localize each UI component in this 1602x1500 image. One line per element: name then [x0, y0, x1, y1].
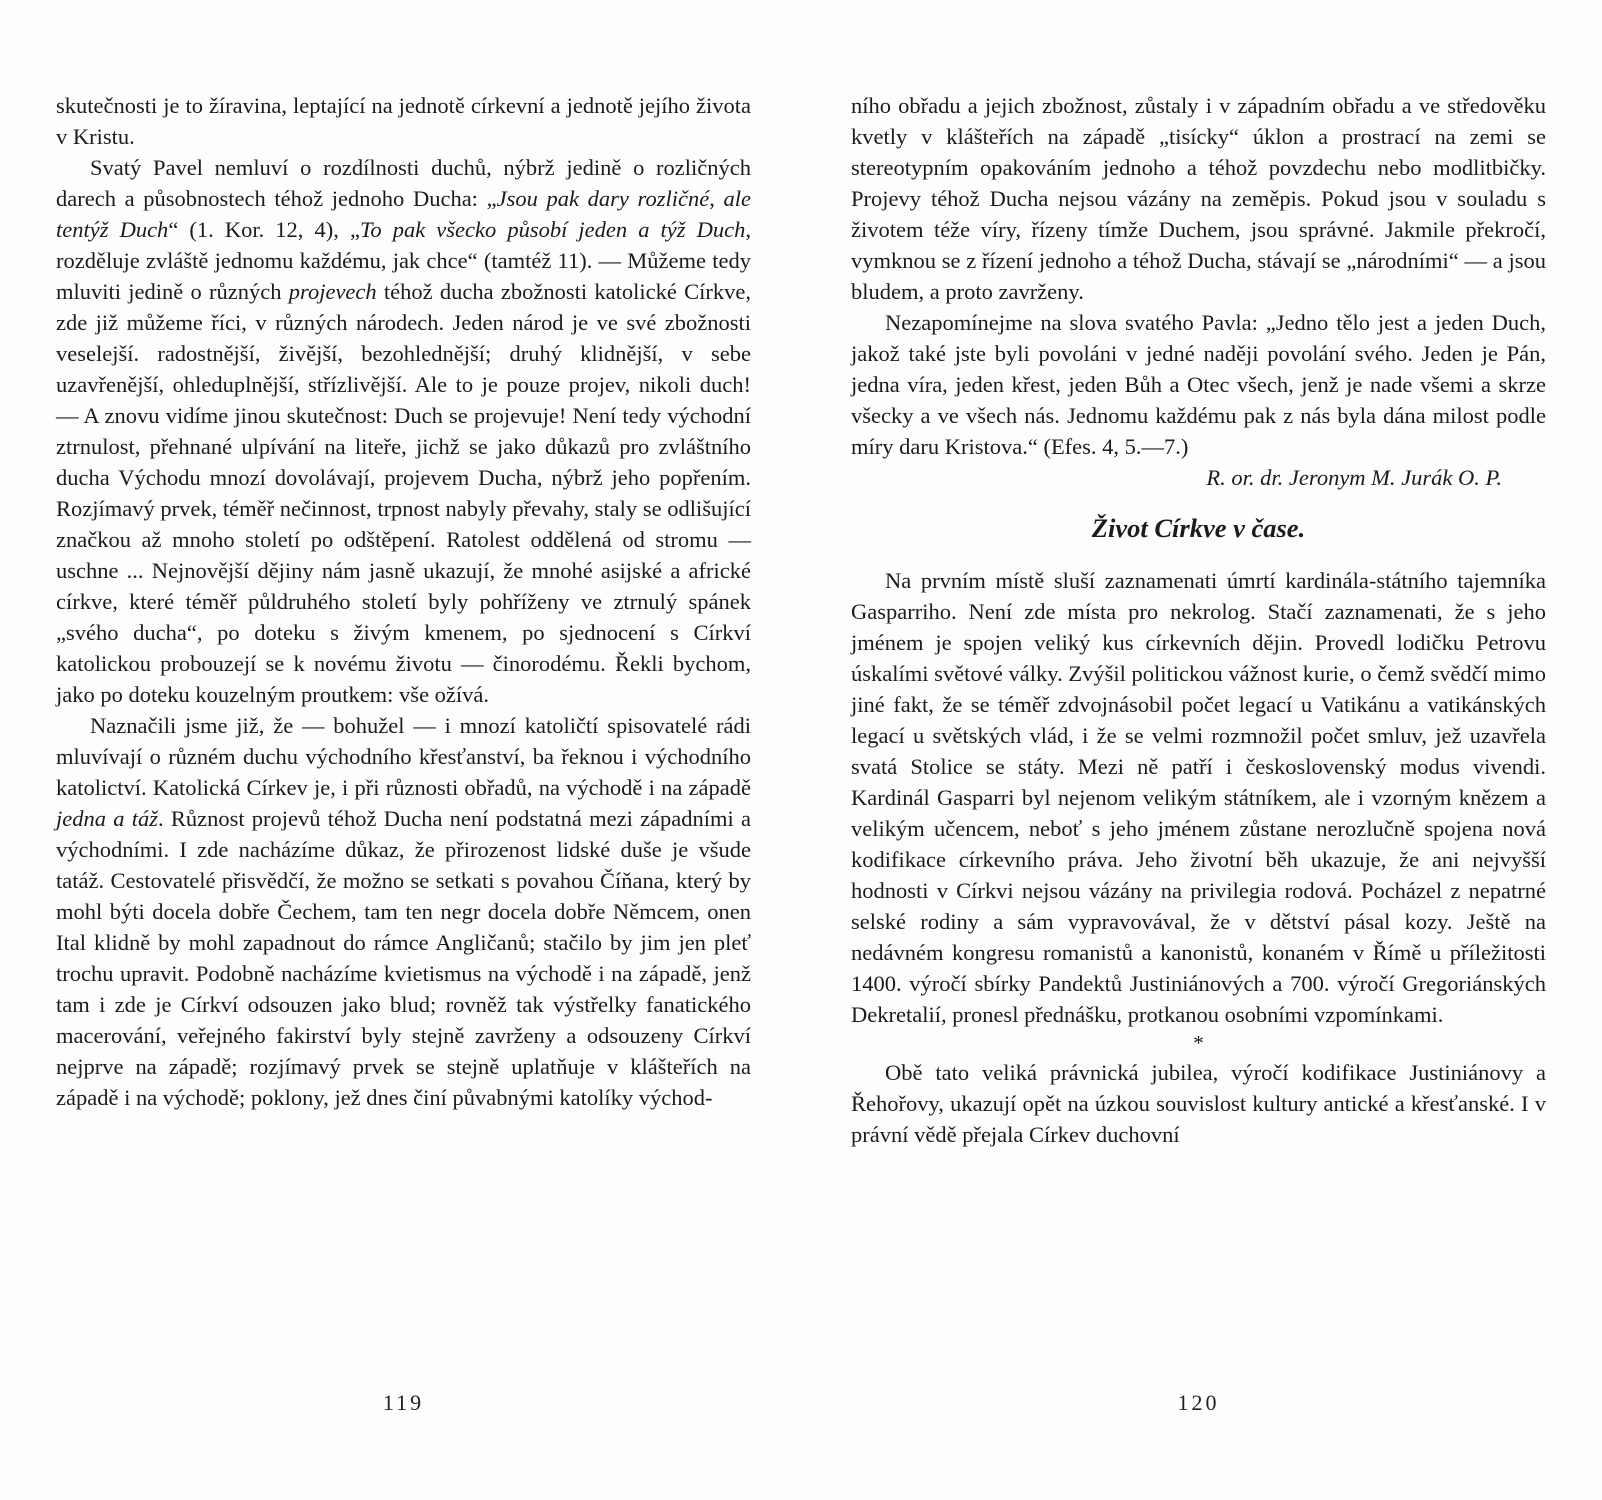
body-paragraph [851, 1057, 1546, 1150]
text-segment: Svatý Pavel nemluví o rozdílnosti duchů, nýbrž jedině o rozličných darech a působnostech téhož jednoho Ducha: „ [56, 155, 751, 211]
heading-paragraph [851, 513, 1546, 544]
text-segment: To pak všecko působí jeden a týž Duch [359, 217, 746, 242]
page-left-number: 119 [382, 1390, 425, 1415]
text-segment: * [1193, 1031, 1204, 1055]
text-segment: téhož ducha zbožnosti katolické Církve, zde již můžeme říci, v různých národech. Jeden národ je ve své zbožnosti veselejší. radostnější, živější, bezohlednější; druhý klidnější, v sebe uzavřenější, ohleduplnější, střízlivější. Ale to je pouze projev, nikoli duch! — A znovu vidíme jinou skutečnost: Duch se projevuje! Není tedy východní ztrnulost, přehnané ulpívání na liteře, jichž se jako důkazů pro zvláštního ducha Východu mnozí dovolávají, projevem Ducha, nýbrž jeho popřením. Rozjímavý prvek, téměř nečinnost, trpnost nabyly převahy, staly se odlišující značkou až mnoho století po odštěpení. Ratolest oddělená od stromu — uschne ... Nejnovější dějiny nám jasně ukazují, že mnohé asijské a africké církve, které téměř půldruhého století byly pohříženy ve ztrnulý spánek „svého ducha“, po doteku s živým kmenem, po sjednocení s Církví katolickou probouzejí se k novému životu — činorodému. Řekli bychom, jako po doteku kouzelným proutkem: vše ožívá. [56, 279, 751, 707]
body-paragraph [56, 152, 751, 710]
body-paragraph [56, 710, 751, 1113]
text-segment: Obě tato veliká právnická jubilea, výročí kodifikace Justiniánovy a Řehořovy, ukazují opět na úzkou souvislost kultury antické a křesťanské. I v právní vědě přejala Církev duchovní [851, 1060, 1546, 1147]
text-segment: “ (1. Kor. 12, 4), „ [168, 217, 360, 242]
page-right-number: 120 [1177, 1390, 1220, 1415]
page-left [56, 90, 751, 1414]
text-segment: R. or. dr. Jeronym M. Jurák O. P. [1206, 465, 1502, 490]
page-left-text [56, 90, 751, 1113]
text-segment: . Různost projevů téhož Ducha není podstatná mezi západními a východními. I zde nacházíme důkaz, že přirozenost lidské duše je všude tatáž. Cestovatelé přisvědčí, že možno se setkati s povahou Číňana, který by mohl býti docela dobře Čechem, tam ten negr docela dobře Němcem, onen Ital klidně by mohl zapadnout do rámce Angličanů; stačilo by jim jen pleť trochu upravit. Podobně nacházíme kvietismus na východě i na západě, jenž tam i zde je Církví odsouzen jako blud; rovněž tak výstřelky fanatického macerování, veřejného fakirství byly stejně zavrženy a odsouzeny Církví nejprve na západě; rozjímavý prvek se stejně uplatňuje v klášteřích na západě i na východě; poklony, jež dnes činí půvabnými katolíky východ- [56, 806, 752, 1110]
body-paragraph [851, 307, 1546, 462]
text-segment: Naznačili jsme již, že — bohužel — i mnozí katoličtí spisovatelé rádi mluvívají o různém duchu východního křesťanství, ba řeknou i východního katolictví. Katolická Církev je, i při různosti obřadů, na východě i na západě [56, 713, 751, 800]
text-segment: Jsou pak dary rozličné, ale tentýž Duch [56, 186, 751, 242]
text-segment: Nezapomínejme na slova svatého Pavla: „Jedno tělo jest a jeden Duch, jakož také jste byli povoláni v jedné naději povolání svého. Jeden je Pán, jedna víra, jeden křest, jeden Bůh a Otec všech, jenž je nade všemi a skrze všecky a ve všech nás. Jednomu každému pak z nás byla dána milost podle míry daru Kristova.“ (Efes. 4, 5.—7.) [851, 310, 1546, 459]
page-right-text [851, 90, 1546, 1150]
signature-paragraph [851, 462, 1546, 493]
text-segment: projevech [288, 279, 377, 304]
text-segment: , rozděluje zvláště jednomu každému, jak chce“ (tamtéž 11). — Můžeme tedy mluviti jedině o různých [56, 217, 751, 304]
text-segment: jedna a táž [56, 806, 158, 831]
page-right [851, 90, 1546, 1414]
body-paragraph [56, 90, 751, 152]
text-segment: Život Církve v čase. [1091, 513, 1306, 543]
text-segment: skutečnosti je to žíravina, leptající na jednotě církevní a jednotě jejího života v Kristu. [56, 93, 751, 149]
text-segment: ního obřadu a jejich zbožnost, zůstaly i v západním obřadu a ve středověku kvetly v klášteřích na západě „tisícky“ úklon a prostrací na zemi se stereotypním opakováním jednoho a téhož povzdechu nebo modlitbičky. Projevy téhož Ducha nejsou vázány na zeměpis. Pokud jsou v souladu s životem téže víry, řízeny tímže Duchem, jsou správné. Jakmile překročí, vymknou se z řízení jednoho a téhož Ducha, stávají se „národními“ — a jsou bludem, a proto zavrženy. [851, 93, 1546, 304]
body-paragraph [851, 90, 1546, 307]
text-segment: Na prvním místě sluší zaznamenati úmrtí kardinála-státního tajemníka Gasparriho. Není zde místa pro nekrolog. Stačí zaznamenati, že s jeho jménem je spojen veliký kus církevních dějin. Provedl lodičku Petrovu úskalími světové války. Zvýšil politickou vážnost kurie, o čemž svědčí mimo jiné fakt, že se téměř zdvojnásobil počet legací u Vatikánu a vatikánských legací u světských vlád, i že se velmi rozmnožil počet smluv, jež uzavřela svatá Stolice se státy. Mezi ně patří i československý modus vivendi. Kardinál Gasparri byl nejenom velikým státníkem, ale i vzorným knězem a velikým učencem, neboť s jeho jménem zůstane nerozlučně spojena nová kodifikace církevního práva. Jeho životní běh ukazuje, že ani nejvyšší hodnosti v Církvi nejsou vázány na privilegia rodová. Pocházel z nepatrné selské rodiny a sám vypravovával, že v dětství pásal kozy. Ještě na nedávném kongresu romanistů a kanonistů, konaném v Římě u příležitosti 1400. výročí sbírky Pandektů Justiniánových a 700. výročí Gregoriánských Dekretalií, pronesl přednášku, protkanou osobními vzpomínkami. [851, 568, 1546, 1027]
body-paragraph [851, 565, 1546, 1030]
separator-paragraph [851, 1031, 1546, 1056]
